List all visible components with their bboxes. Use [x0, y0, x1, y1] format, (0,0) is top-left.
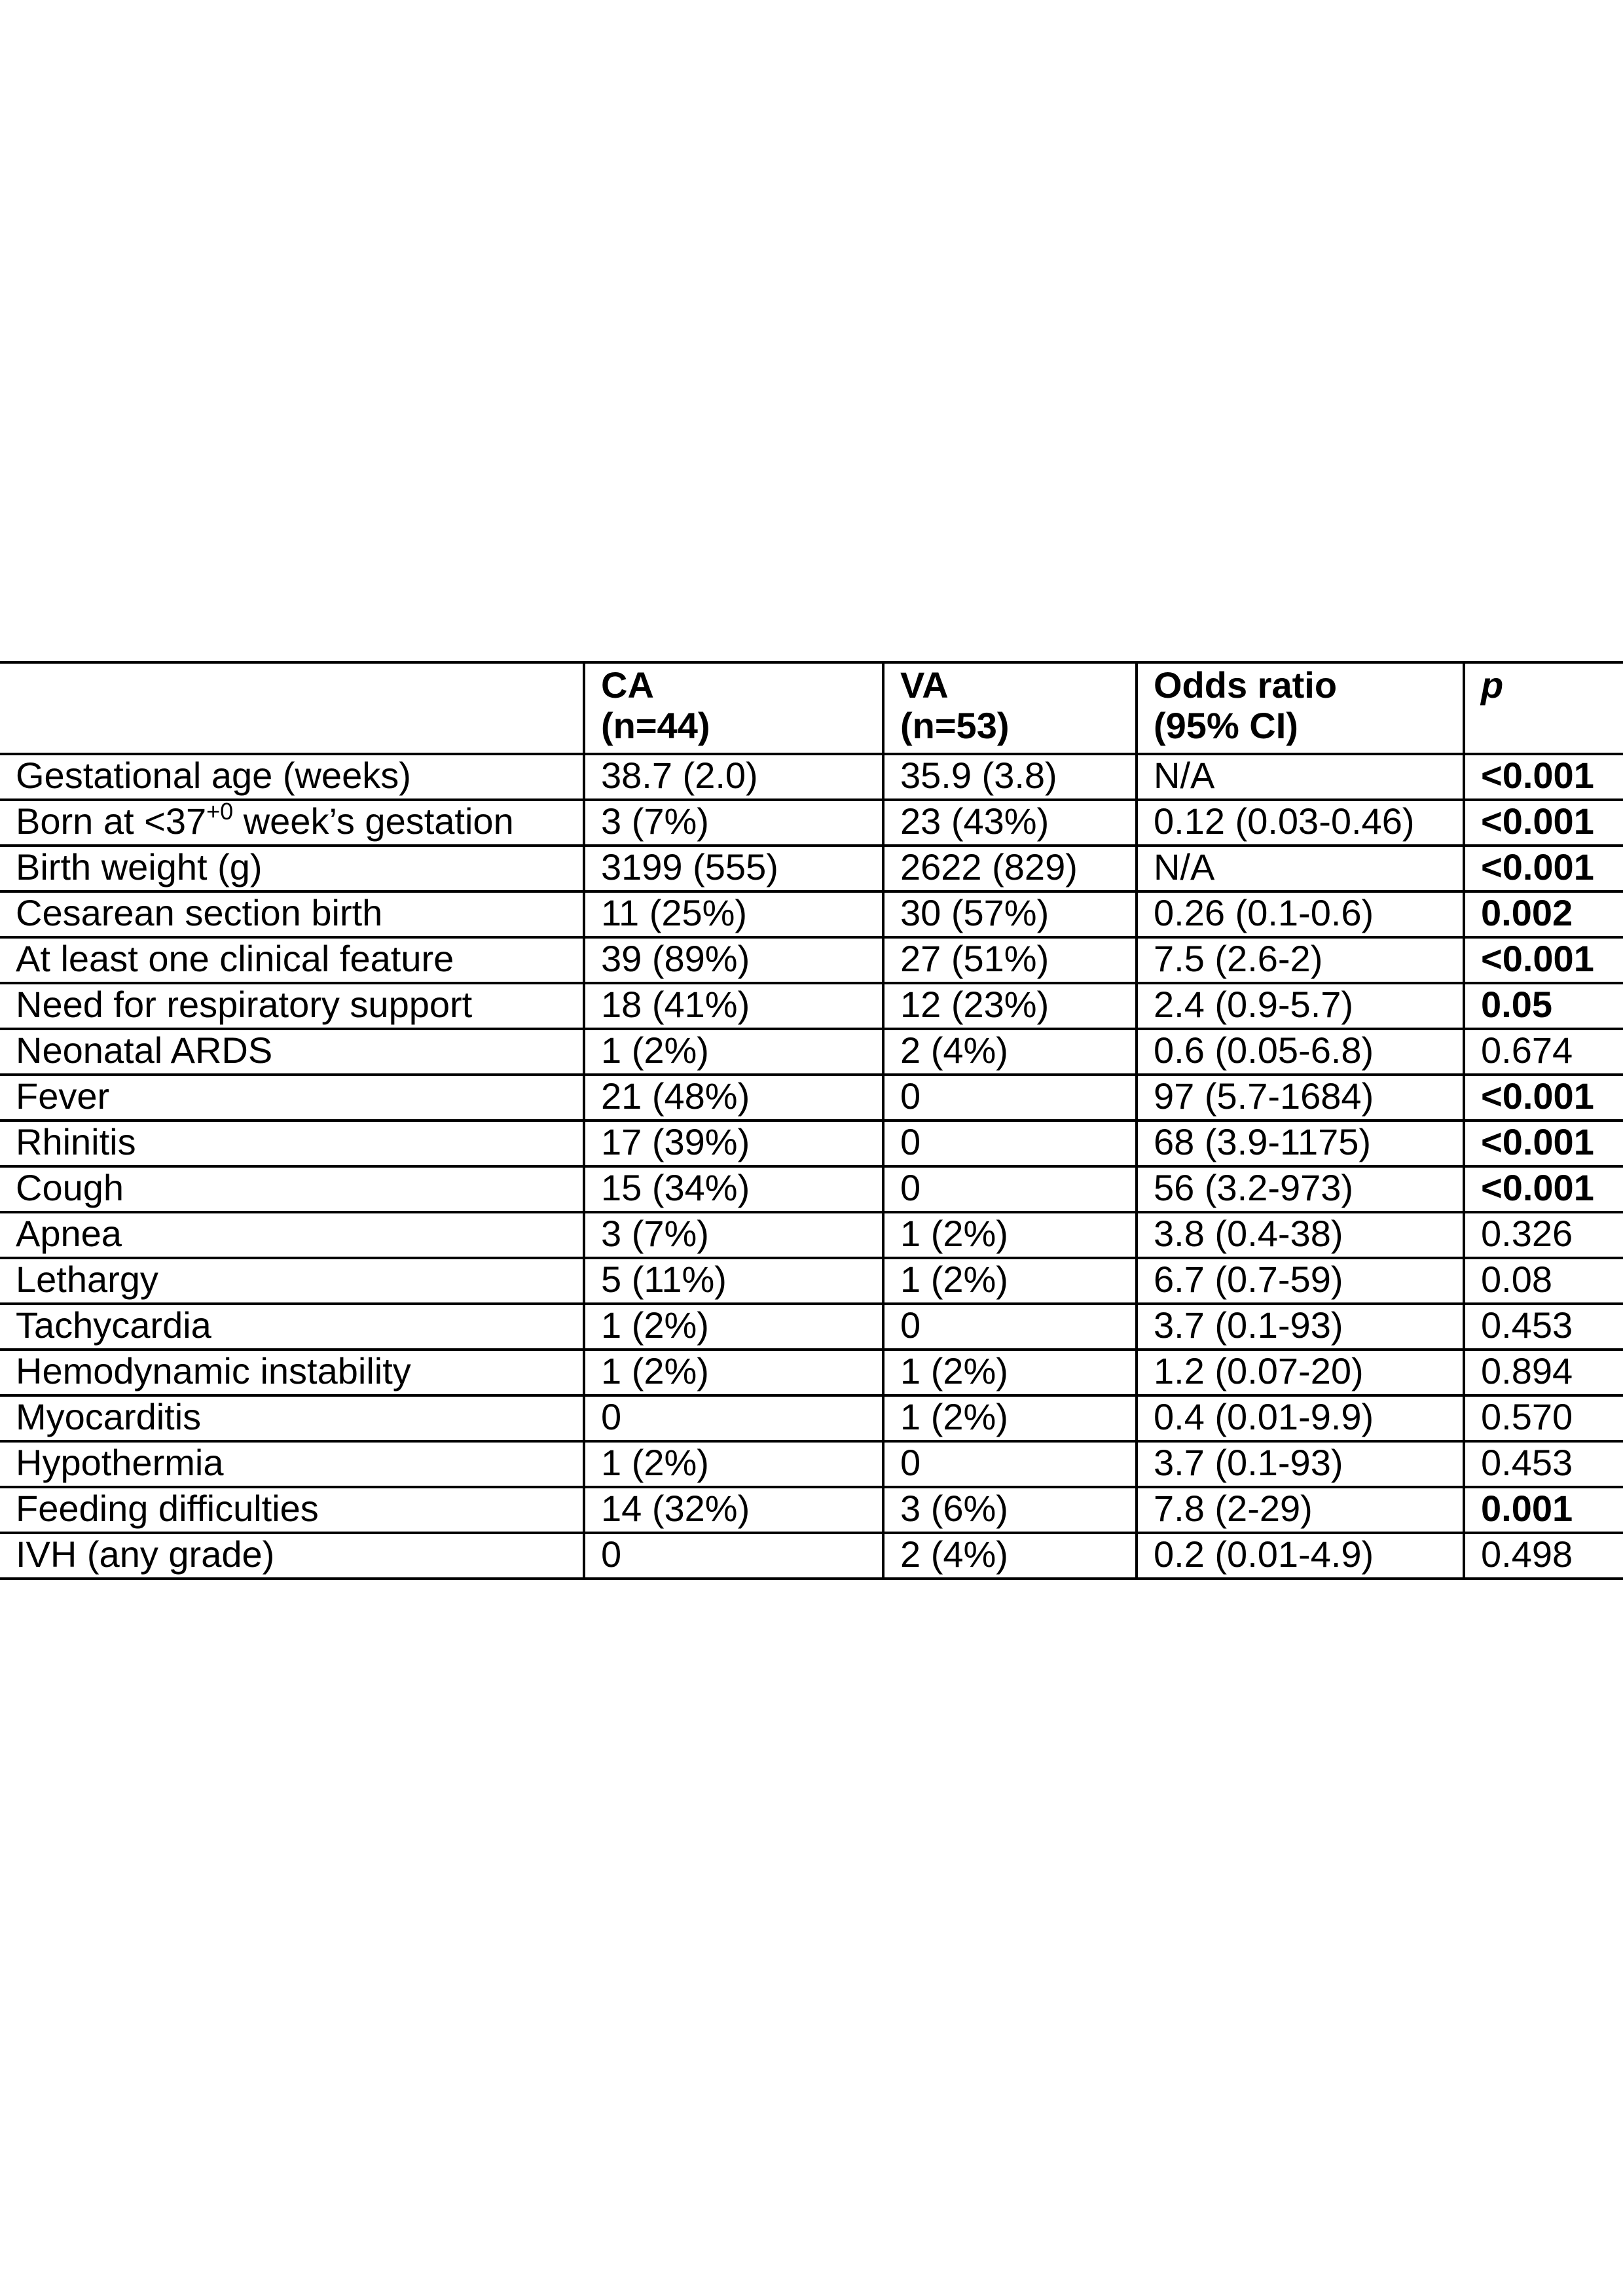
cell-va-value: 0 — [883, 1075, 1137, 1121]
table-row — [0, 983, 1623, 1029]
cell-odds-ratio: 0.26 (0.1-0.6) — [1137, 891, 1464, 937]
cell-p-value: 0.05 — [1464, 983, 1623, 1029]
table-row — [0, 1258, 1623, 1304]
row-label: At least one clinical feature — [0, 937, 584, 983]
row-label: Hemodynamic instability — [0, 1350, 584, 1395]
header-row — [0, 662, 1623, 754]
table-row — [0, 1075, 1623, 1121]
table-row — [0, 1121, 1623, 1166]
cell-va-value: 0 — [883, 1166, 1137, 1212]
table-row — [0, 1166, 1623, 1212]
header-p-value — [1464, 662, 1623, 754]
cell-odds-ratio: 0.2 (0.01-4.9) — [1137, 1533, 1464, 1579]
cell-va-value: 35.9 (3.8) — [883, 754, 1137, 800]
cell-va-value: 1 (2%) — [883, 1395, 1137, 1441]
row-label-text-suffix: week’s gestation — [233, 800, 514, 842]
cell-p-value: 0.894 — [1464, 1350, 1623, 1395]
table-row — [0, 1029, 1623, 1075]
header-odds-ratio-line2: (95% CI) — [1154, 705, 1298, 746]
cell-ca-value: 1 (2%) — [584, 1304, 883, 1350]
cell-odds-ratio: 56 (3.2-973) — [1137, 1166, 1464, 1212]
cell-va-value: 2 (4%) — [883, 1533, 1137, 1579]
row-label: Cesarean section birth — [0, 891, 584, 937]
cell-ca-value: 1 (2%) — [584, 1441, 883, 1487]
cell-va-value: 1 (2%) — [883, 1212, 1137, 1258]
cell-p-value: 0.326 — [1464, 1212, 1623, 1258]
cell-ca-value: 3199 (555) — [584, 846, 883, 891]
cell-va-value: 1 (2%) — [883, 1258, 1137, 1304]
header-odds-ratio-line1: Odds ratio — [1154, 664, 1338, 706]
cell-odds-ratio: 3.7 (0.1-93) — [1137, 1441, 1464, 1487]
cell-ca-value: 17 (39%) — [584, 1121, 883, 1166]
cell-p-value: 0.453 — [1464, 1441, 1623, 1487]
table-header — [0, 662, 1623, 754]
row-label: Lethargy — [0, 1258, 584, 1304]
cell-p-value: 0.08 — [1464, 1258, 1623, 1304]
cell-odds-ratio: 0.12 (0.03-0.46) — [1137, 800, 1464, 846]
cell-p-value: <0.001 — [1464, 1121, 1623, 1166]
cell-ca-value: 3 (7%) — [584, 800, 883, 846]
cell-p-value: <0.001 — [1464, 937, 1623, 983]
cell-ca-value: 0 — [584, 1395, 883, 1441]
cell-odds-ratio: 3.8 (0.4-38) — [1137, 1212, 1464, 1258]
table-row — [0, 1212, 1623, 1258]
cell-odds-ratio: 68 (3.9-1175) — [1137, 1121, 1464, 1166]
cell-p-value: 0.498 — [1464, 1533, 1623, 1579]
cell-va-value: 0 — [883, 1441, 1137, 1487]
row-label: Fever — [0, 1075, 584, 1121]
row-label: IVH (any grade) — [0, 1533, 584, 1579]
cell-odds-ratio: 7.5 (2.6-2) — [1137, 937, 1464, 983]
cell-ca-value: 38.7 (2.0) — [584, 754, 883, 800]
cell-p-value: 0.453 — [1464, 1304, 1623, 1350]
row-label — [0, 800, 584, 846]
cell-ca-value: 5 (11%) — [584, 1258, 883, 1304]
row-label: Gestational age (weeks) — [0, 754, 584, 800]
cell-odds-ratio: 0.6 (0.05-6.8) — [1137, 1029, 1464, 1075]
cell-ca-value: 11 (25%) — [584, 891, 883, 937]
table-row — [0, 1395, 1623, 1441]
cell-p-value: 0.570 — [1464, 1395, 1623, 1441]
cell-ca-value: 21 (48%) — [584, 1075, 883, 1121]
cell-odds-ratio: 6.7 (0.7-59) — [1137, 1258, 1464, 1304]
cell-p-value: <0.001 — [1464, 846, 1623, 891]
cell-p-value: <0.001 — [1464, 754, 1623, 800]
cell-ca-value: 18 (41%) — [584, 983, 883, 1029]
table-row — [0, 754, 1623, 800]
clinical-features-table — [0, 661, 1623, 1580]
row-label: Neonatal ARDS — [0, 1029, 584, 1075]
table-row — [0, 1533, 1623, 1579]
cell-odds-ratio: 2.4 (0.9-5.7) — [1137, 983, 1464, 1029]
cell-ca-value: 1 (2%) — [584, 1350, 883, 1395]
header-va-line1: VA — [900, 664, 949, 706]
cell-odds-ratio: 97 (5.7-1684) — [1137, 1075, 1464, 1121]
table-row — [0, 1350, 1623, 1395]
header-ca-line2: (n=44) — [601, 705, 710, 746]
cell-odds-ratio: N/A — [1137, 754, 1464, 800]
cell-ca-value: 14 (32%) — [584, 1487, 883, 1533]
header-empty-cell — [0, 662, 584, 754]
table-row — [0, 846, 1623, 891]
cell-va-value: 1 (2%) — [883, 1350, 1137, 1395]
table-row — [0, 1304, 1623, 1350]
table-row — [0, 800, 1623, 846]
cell-odds-ratio: 1.2 (0.07-20) — [1137, 1350, 1464, 1395]
row-label: Need for respiratory support — [0, 983, 584, 1029]
table-row — [0, 1487, 1623, 1533]
row-label: Feeding difficulties — [0, 1487, 584, 1533]
cell-ca-value: 0 — [584, 1533, 883, 1579]
header-odds-ratio — [1137, 662, 1464, 754]
row-label: Apnea — [0, 1212, 584, 1258]
row-label: Birth weight (g) — [0, 846, 584, 891]
cell-va-value: 0 — [883, 1121, 1137, 1166]
row-label-superscript: +0 — [206, 800, 234, 825]
header-ca — [584, 662, 883, 754]
cell-ca-value: 15 (34%) — [584, 1166, 883, 1212]
cell-p-value: <0.001 — [1464, 800, 1623, 846]
cell-p-value: 0.674 — [1464, 1029, 1623, 1075]
cell-va-value: 2622 (829) — [883, 846, 1137, 891]
cell-odds-ratio: 3.7 (0.1-93) — [1137, 1304, 1464, 1350]
header-ca-line1: CA — [601, 664, 654, 706]
table-row — [0, 1441, 1623, 1487]
cell-va-value: 3 (6%) — [883, 1487, 1137, 1533]
header-p-value-line1: p — [1481, 664, 1504, 706]
row-label: Rhinitis — [0, 1121, 584, 1166]
cell-va-value: 27 (51%) — [883, 937, 1137, 983]
row-label-text: Born at <37 — [16, 800, 207, 842]
cell-p-value: 0.001 — [1464, 1487, 1623, 1533]
cell-va-value: 12 (23%) — [883, 983, 1137, 1029]
cell-ca-value: 39 (89%) — [584, 937, 883, 983]
cell-ca-value: 1 (2%) — [584, 1029, 883, 1075]
cell-ca-value: 3 (7%) — [584, 1212, 883, 1258]
cell-odds-ratio: 7.8 (2-29) — [1137, 1487, 1464, 1533]
row-label: Hypothermia — [0, 1441, 584, 1487]
header-va-line2: (n=53) — [900, 705, 1010, 746]
row-label: Tachycardia — [0, 1304, 584, 1350]
cell-odds-ratio: N/A — [1137, 846, 1464, 891]
row-label: Cough — [0, 1166, 584, 1212]
table-row — [0, 937, 1623, 983]
cell-va-value: 23 (43%) — [883, 800, 1137, 846]
cell-p-value: <0.001 — [1464, 1075, 1623, 1121]
cell-p-value: <0.001 — [1464, 1166, 1623, 1212]
cell-va-value: 30 (57%) — [883, 891, 1137, 937]
header-va — [883, 662, 1137, 754]
cell-va-value: 2 (4%) — [883, 1029, 1137, 1075]
cell-va-value: 0 — [883, 1304, 1137, 1350]
row-label: Myocarditis — [0, 1395, 584, 1441]
table-body — [0, 754, 1623, 1579]
table-row — [0, 891, 1623, 937]
cell-p-value: 0.002 — [1464, 891, 1623, 937]
cell-odds-ratio: 0.4 (0.01-9.9) — [1137, 1395, 1464, 1441]
